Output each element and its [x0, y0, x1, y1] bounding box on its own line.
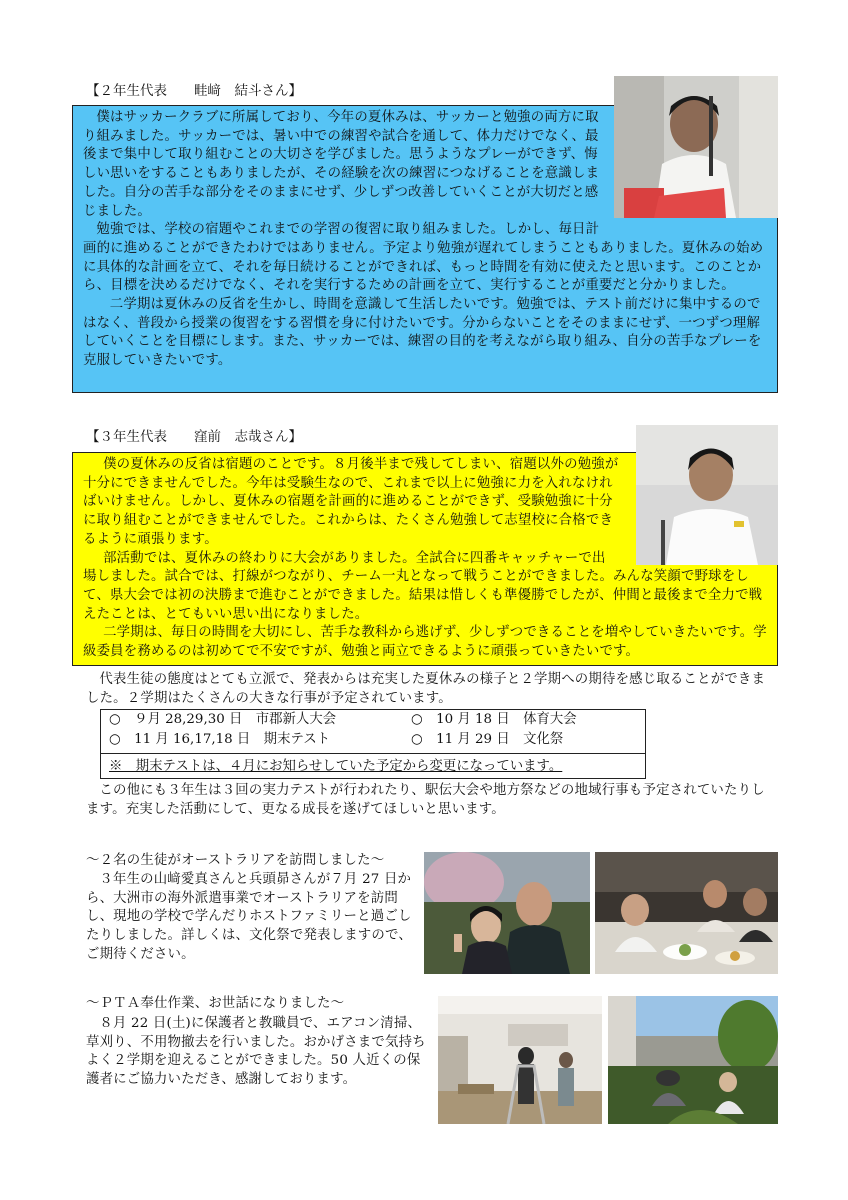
- australia-body: ３年生の山﨑愛真さんと兵頭昴さんが７月 27 日から、大洲市の海外派遣事業でオーストラリアを訪問し、現地の学校で学んだりホストファミリーと過ごしたりしました。詳しくは、文化祭で発表しますので、ご期待ください。: [86, 872, 412, 962]
- schedule-box: [100, 709, 646, 779]
- australia-photo-1: [424, 852, 590, 974]
- pta-photo-1: [438, 996, 602, 1124]
- schedule-item-4: ○ 11 月 29 日 文化祭: [411, 732, 564, 747]
- rep3-paragraph-1: 僕の夏休みの反省は宿題のことです。８月後半まで残してしまい、宿題以外の勉強が十分にできませんでした。今年は受験生なので、これまで以上に勉強に力を入れなければいけません。しかし、夏休みの宿題を計画的に進めることができず、受験勉強に十分に取り組むことができませんでした。これからは、たくさん勉強して志望校に合格できるように頑張ります。: [83, 457, 619, 547]
- schedule-note: ※ 期末テストは、４月にお知らせしていた予定から変更になっています。: [109, 759, 563, 774]
- pta-title: ～ＰＴＡ奉仕作業、お世話になりました～: [86, 996, 345, 1011]
- rep2-paragraph-2: 勉強では、学校の宿題やこれまでの学習の復習に取り組みました。しかし、毎日計画的に進めることができたわけではありません。予定より勉強が遅れてしまうこともありました。夏休みの始めに具体的な計画を立て、それを毎日続けることができれば、もっと時間を有効に使えたと思います。このことから、目標を決めるだけでなく、それを実行するための計画を立て、実行することが重要だと分かりました。: [83, 222, 764, 294]
- rep2-speaker-photo: [614, 76, 778, 218]
- australia-title: ～２名の生徒がオーストラリアを訪問しました～: [86, 853, 385, 868]
- rep3-heading: 【３年生代表 窪前 志哉さん】: [86, 429, 302, 445]
- summary-paragraph-2: この他にも３年生は３回の実力テストが行われたり、駅伝大会や地方祭などの地域行事も予定されていたりします。充実した活動にして、更なる成長を遂げてほしいと思います。: [86, 783, 765, 817]
- pta-photo-2: [608, 996, 778, 1124]
- rep3-paragraph-2: 部活動では、夏休みの終わりに大会がありました。全試合に四番キャッチャーで出場しました。試合では、打線がつながり、チーム一丸となって戦うことができました。みんな笑顔で野球をして、県大会では初の決勝まで進むことができました。結果は惜しくも準優勝でしたが、仲間と最後まで全力で戦えたことは、とてもいい思い出になりました。: [83, 550, 763, 622]
- rep2-paragraph-1: 僕はサッカークラブに所属しており、今年の夏休みは、サッカーと勉強の両方に取り組みました。サッカーでは、暑い中での練習や試合を通して、体力だけでなく、最後まで集中して取り組むことの大切さを学びました。思うようなプレーができず、悔しい思いをすることもありましたが、その経験を次の練習につなげることを意識しました。自分の苦手な部分をそのままにせず、少しずつ改善していくことが大切だと感じました。: [83, 110, 600, 219]
- schedule-item-1: ○ ９月 28,29,30 日 市郡新人大会: [109, 712, 337, 727]
- schedule-divider: [101, 753, 645, 754]
- rep2-paragraph-3: 二学期は夏休みの反省を生かし、時間を意識して生活したいです。勉強では、テスト前だけに集中するのではなく、普段から授業の復習をする習慣を身に付けたいです。分からないことをそのままにせず、一つずつ理解していくことを目標にします。また、サッカーでは、練習の目的を考えながら取り組み、自分の苦手なプレーを克服していきたいです。: [83, 297, 762, 369]
- summary-paragraph-1: 代表生徒の態度はとても立派で、発表からは充実した夏休みの様子と２学期への期待を感じ取ることができました。２学期はたくさんの大きな行事が予定されています。: [86, 672, 766, 706]
- rep2-heading: 【２年生代表 畦﨑 結斗さん】: [86, 83, 302, 99]
- pta-body: ８月 22 日(土)に保護者と教職員で、エアコン清掃、草刈り、不用物撤去を行いました。おかげさまで気持ちよく２学期を迎えることができました。50 人近くの保護者にご協力いただき、感謝しております。: [86, 1016, 426, 1088]
- schedule-item-3: ○ 11 月 16,17,18 日 期末テスト: [109, 732, 331, 747]
- schedule-item-2: ○ 10 月 18 日 体育大会: [411, 712, 577, 727]
- australia-photo-2: [595, 852, 778, 974]
- rep3-speaker-photo: [636, 425, 778, 565]
- rep3-paragraph-3: 二学期は、毎日の時間を大切にし、苦手な教科から逃げず、少しずつできることを増やしていきたいです。学級委員を務めるのは初めてで不安ですが、勉強と両立できるように頑張っていきたいです。: [83, 625, 767, 660]
